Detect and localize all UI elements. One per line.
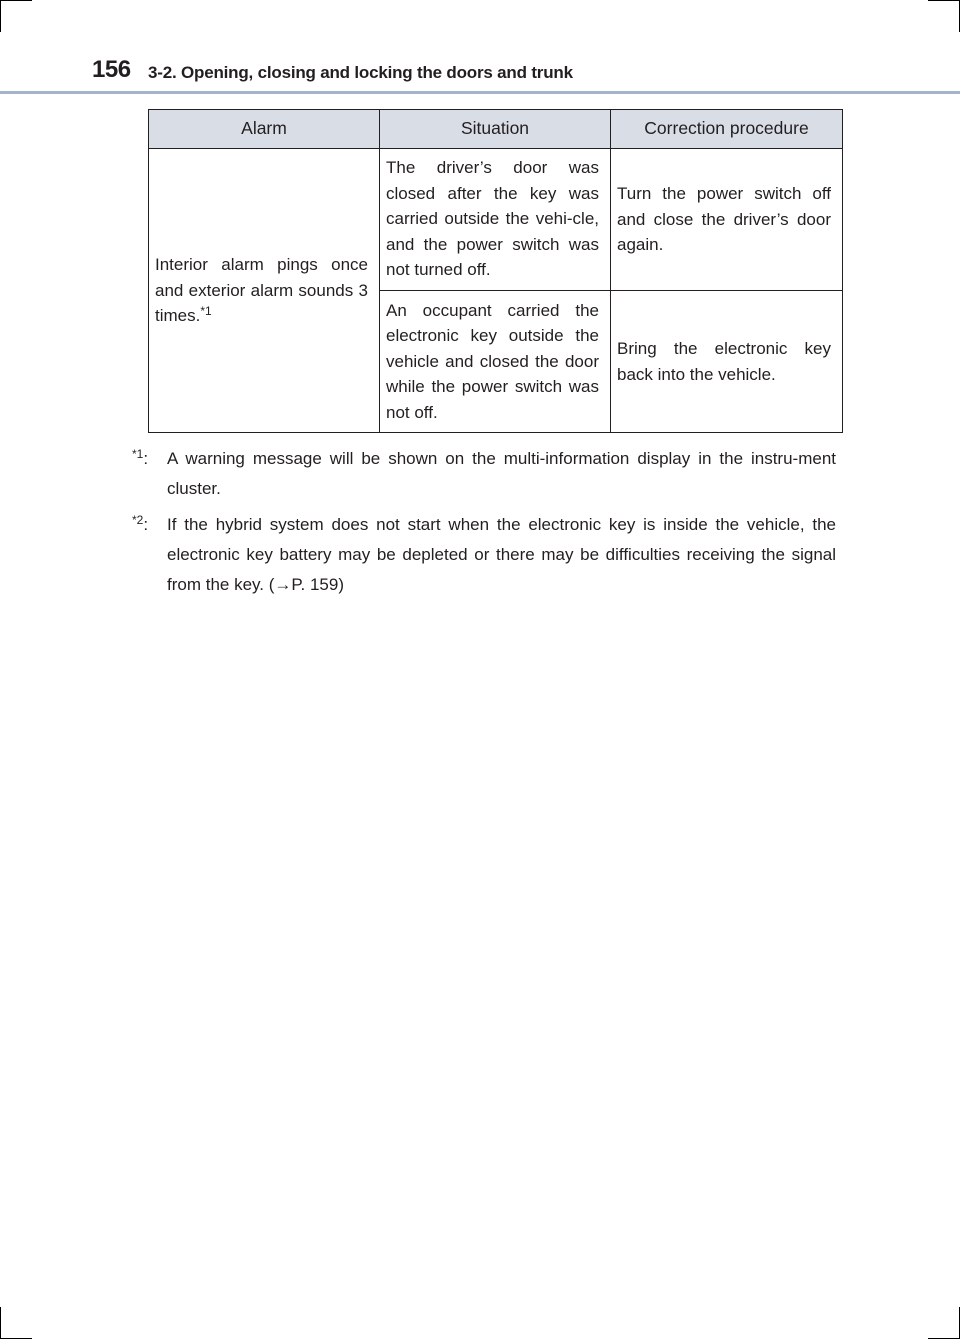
column-header-correction: Correction procedure xyxy=(611,110,843,149)
page-number: 156 xyxy=(92,56,131,83)
footnote xyxy=(132,444,836,504)
correction-cell: Bring the electronic key back into the vehicle. xyxy=(611,291,843,433)
correction-cell: Turn the power switch off and close the driver’s door again. xyxy=(611,149,843,291)
footnote-separator: : xyxy=(143,449,149,468)
column-header-situation: Situation xyxy=(380,110,611,149)
crop-mark xyxy=(928,0,960,1)
footnote-mark xyxy=(132,444,148,474)
alarm-table xyxy=(148,109,843,433)
page-header xyxy=(92,56,872,92)
footnote xyxy=(132,510,836,600)
footnote-mark xyxy=(132,510,148,540)
footnote-mark-symbol: *1 xyxy=(132,447,144,461)
alarm-cell xyxy=(149,149,380,433)
header-rule xyxy=(0,91,960,94)
footnotes xyxy=(132,444,836,606)
footnote-separator: : xyxy=(143,515,149,534)
alarm-text: Interior alarm pings once and exterior alarm sounds 3 times. xyxy=(155,255,368,326)
column-header-alarm: Alarm xyxy=(149,110,380,149)
situation-cell: An occupant carried the electronic key outside the vehicle and closed the door while the power switch was not off. xyxy=(380,291,611,433)
crop-mark xyxy=(0,0,32,1)
situation-cell: The driver’s door was closed after the key was carried outside the vehi-cle, and the power switch was not turned off. xyxy=(380,149,611,291)
footnote-mark-symbol: *2 xyxy=(132,513,144,527)
section-title: 3-2. Opening, closing and locking the doors and trunk xyxy=(148,63,573,82)
footnote-text: If the hybrid system does not start when the electronic key is inside the vehicle, the electronic key battery may be depleted or there may be difficulties receiving the signal from the key. (→P. 159) xyxy=(167,515,836,594)
footnote-text: A warning message will be shown on the multi-information display in the instru-ment cluster. xyxy=(167,449,836,498)
crop-mark xyxy=(0,1307,1,1339)
table-header-row xyxy=(149,110,843,149)
table-row xyxy=(149,149,843,291)
footnote-ref: *1 xyxy=(200,304,212,319)
crop-mark xyxy=(0,0,1,32)
